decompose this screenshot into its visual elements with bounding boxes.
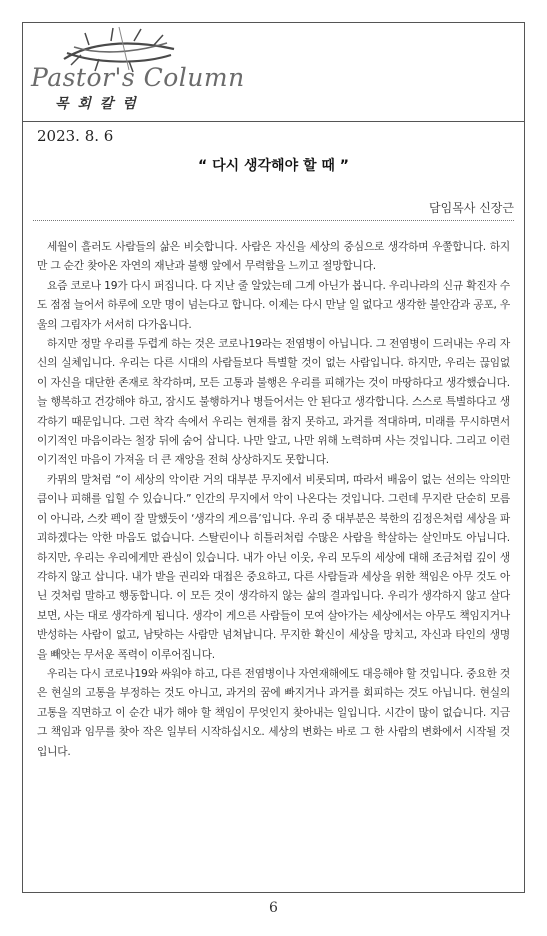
dotted-divider <box>33 220 514 221</box>
column-subtitle: 목 회 칼 럼 <box>55 96 138 112</box>
paragraph: 하지만 정말 우리를 두렵게 하는 것은 코로나19라는 전염병이 아닙니다. 그 전염병이 드러내는 우리 자신의 실체입니다. 우리는 다른 시대의 사람들보다 특별할 것이 없는 사람입니다. 하지만, 우리는 끊임없이 자신을 대단한 존재로 착각하며, 모든 고통과 불행은 우리를 피해가는 것이 마땅하다고 생각했습니다. 늘 행복하고 건강해야 하고, 잠시도 불행하거나 병들어서는 안 된다고 생각합니다. 스스로 특별하다고 생각하기 때문입니다. 그런 착각 속에서 우리는 현재를 참지 못하고, 과거를 적대하며, 미래를 무시하면서 이기적인 마음이라는 철장 뒤에 숨어 삽니다. 나만 알고, 나만 위해 노력하며 사는 것입니다. 그리고 이런 이기적인 마음이 가져올 더 큰 재앙을 전혀 상상하지도 못합니다. <box>37 337 510 467</box>
article-author: 담임목사 신장근 <box>429 201 514 215</box>
column-frame <box>22 22 525 893</box>
article-title: “ 다시 생각해야 할 때 ” <box>198 158 349 174</box>
column-title: Pastor's Column <box>31 63 245 92</box>
paragraph: 우리는 다시 코로나19와 싸워야 하고, 다른 전염병이나 자연재해에도 대응해야 할 것입니다. 중요한 것은 현실의 고통을 부정하는 것도 아니고, 과거의 꿈에 빠지거나 과거를 회피하는 것도 아닙니다. 현실의 고통을 직면하고 이 순간 내가 해야 할 책임이 무엇인지 찾아내는 일입니다. 시간이 많이 없습니다. 지금 그 책임과 임무를 찾아 작은 일부터 시작하십시오. 세상의 변화는 바로 그 한 사람의 변화에서 시작될 것입니다. <box>37 666 510 758</box>
page-number: 6 <box>269 900 278 916</box>
paragraph: 세월이 흘러도 사람들의 삶은 비슷합니다. 사람은 자신을 세상의 중심으로 생각하며 우쭐합니다. 하지만 그 순간 찾아온 자연의 재난과 불행 앞에서 무력함을 느끼고 절망합니다. <box>37 240 510 273</box>
paragraph: 요즘 코로나 19가 다시 퍼집니다. 다 지난 줄 알았는데 그게 아닌가 봅니다. 우리나라의 신규 확진자 수도 점점 늘어서 하루에 오만 명이 넘는다고 합니다. 이제는 다시 만날 일 없다고 생각한 불안감과 공포, 우울의 그림자가 서서히 다가옵니다. <box>37 278 510 331</box>
article-date: 2023. 8. 6 <box>37 127 114 145</box>
column-header <box>23 23 524 122</box>
paragraph: 카뮈의 말처럼 “이 세상의 악이란 거의 대부분 무지에서 비롯되며, 따라서 배움이 없는 선의는 악의만큼이나 피해를 입힐 수 있습니다.” 인간의 무지에서 악이 나온다는 것입니다. 그런데 무지란 단순히 모름이 아니라, 스캇 펙이 잘 말했듯이 ‘생각의 게으름’입니다. 우리 중 대부분은 북한의 김정은처럼 세상을 파괴하겠다는 악한 마음도 없습니다. 스탈린이나 히틀러처럼 수많은 사람을 학살하는 살인마도 아닙니다. 하지만, 우리는 우리에게만 관심이 있습니다. 내가 아닌 이웃, 우리 모두의 세상에 대해 조금처럼 깊이 생각하지 않고 삽니다. 내가 받을 권리와 대접은 중요하고, 다른 사람들과 세상을 위한 책임은 아무 것도 아닌 것처럼 말하고 행동합니다. 이 모든 것이 생각하지 않는 삶의 결과입니다. 우리가 생각하지 않고 살다보면, 사는 대로 생각하게 됩니다. 생각이 게으른 사람들이 모여 살아가는 세상에서는 아무도 책임지거나 반성하는 사람이 없고, 남탓하는 사람만 넘쳐납니다. 무지한 확신이 세상을 망치고, 자신과 타인의 생명을 빼앗는 무서운 폭력이 이루어집니다. <box>37 472 510 661</box>
article-body <box>37 237 510 761</box>
